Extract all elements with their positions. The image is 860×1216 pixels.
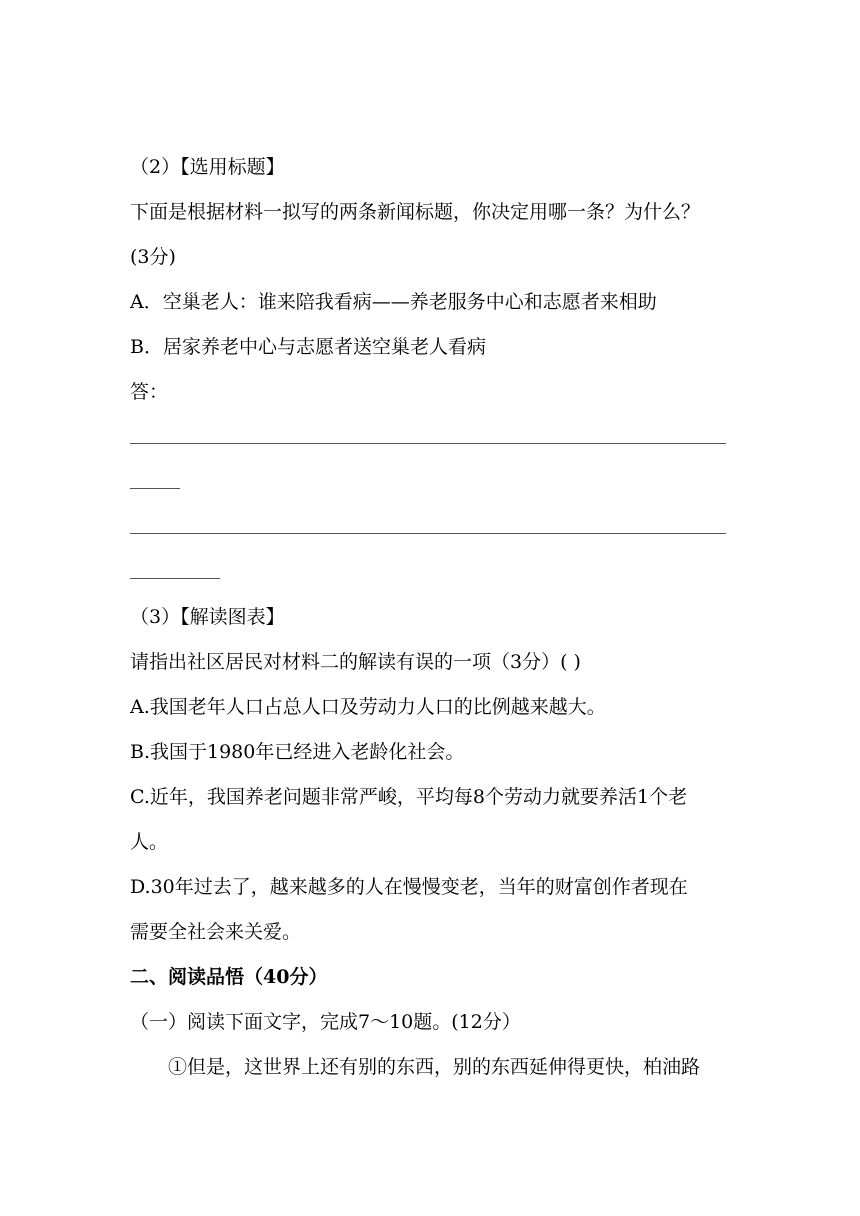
q2-heading: （2）【选用标题】 xyxy=(130,156,285,178)
q3-option-c-line1: C.近年，我国养老问题非常严峻，平均每8个劳动力就要养活1个老 xyxy=(130,786,688,808)
section2-paragraph-1: ①但是，这世界上还有别的东西，别的东西延伸得更快，柏油路 xyxy=(168,1056,701,1078)
q2-prompt: 下面是根据材料一拟写的两条新闻标题，你决定用哪一条？为什么？ xyxy=(130,201,701,223)
section2-title: 二、阅读品悟（40分） xyxy=(130,966,328,988)
q3-option-d-line2: 需要全社会来关爱。 xyxy=(130,921,302,943)
q3-option-d-line1: D.30年过去了，越来越多的人在慢慢变老，当年的财富创作者现在 xyxy=(130,876,688,898)
q2-answer-label: 答： xyxy=(130,381,169,403)
answer-line-2-tail[interactable] xyxy=(130,578,220,579)
q3-option-b: B.我国于1980年已经进入老龄化社会。 xyxy=(130,741,465,763)
q2-option-a: A．空巢老人：谁来陪我看病——养老服务中心和志愿者来相助 xyxy=(130,291,657,313)
q2-points: (3分) xyxy=(130,246,176,268)
answer-line-1[interactable] xyxy=(130,443,726,444)
q3-option-a: A.我国老年人口占总人口及劳动力人口的比例越来越大。 xyxy=(130,696,606,718)
section2-subtitle: （一）阅读下面文字，完成7～10题。(12分） xyxy=(130,1011,521,1033)
answer-line-2[interactable] xyxy=(130,533,726,534)
answer-line-1-tail[interactable] xyxy=(130,488,180,489)
q3-option-c-line2: 人。 xyxy=(130,831,169,853)
q3-prompt: 请指出社区居民对材料二的解读有误的一项（3分）( ) xyxy=(130,651,581,673)
q2-option-b: B．居家养老中心与志愿者送空巢老人看病 xyxy=(130,336,486,358)
q3-heading: （3）【解读图表】 xyxy=(130,606,285,628)
